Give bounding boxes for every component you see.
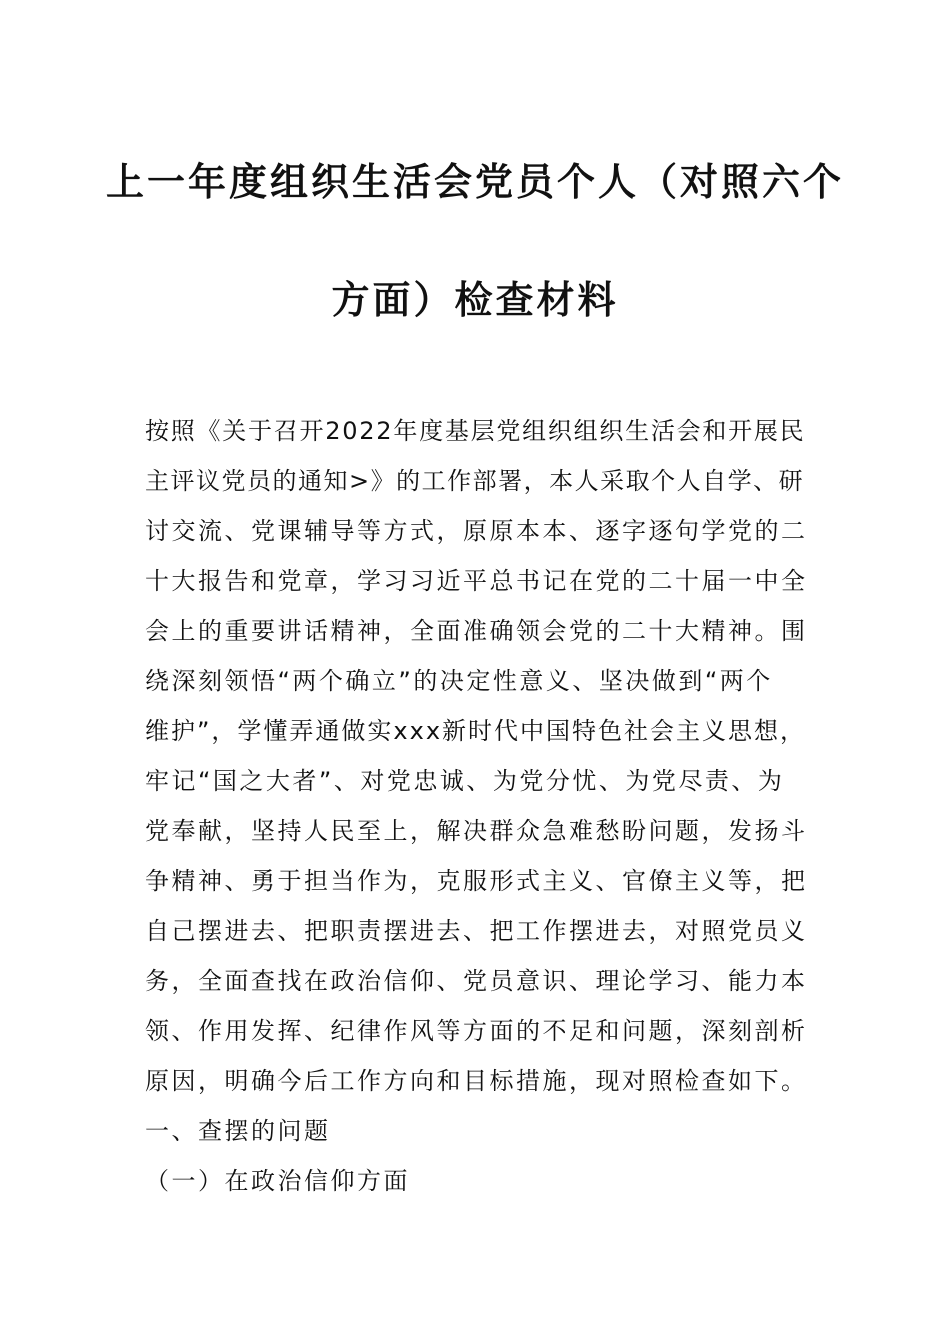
paragraph-line: 绕深刻领悟“两个确立”的决定性意义、坚决做到“两个: [145, 667, 773, 695]
paragraph-line: 会上的重要讲话精神，全面准确领会党的二十大精神。围: [145, 617, 808, 645]
paragraph-line: 领、作用发挥、纪律作风等方面的不足和问题，深刻剖析: [145, 1017, 808, 1045]
paragraph-line: 讨交流、党课辅导等方式，原原本本、逐字逐句学党的二: [145, 517, 808, 545]
paragraph-line: 按照《关于召开2022年度基层党组织组织生活会和开展民: [145, 417, 806, 445]
paragraph-line: 十大报告和党章，学习习近平总书记在党的二十届一中全: [145, 567, 808, 595]
paragraph-line: 牢记“国之大者”、对党忠诚、为党分忧、为党尽责、为: [145, 767, 785, 795]
paragraph-line: 党奉献，坚持人民至上，解决群众急难愁盼问题，发扬斗: [145, 817, 808, 845]
paragraph-line: 务，全面查找在政治信仰、党员意识、理论学习、能力本: [145, 967, 808, 995]
document-title-line-1: 上一年度组织生活会党员个人（对照六个: [105, 160, 844, 204]
paragraph-line: 原因，明确今后工作方向和目标措施，现对照检查如下。: [145, 1067, 808, 1095]
paragraph-line: 自己摆进去、把职责摆进去、把工作摆进去，对照党员义: [145, 917, 808, 945]
paragraph-line: 主评议党员的通知>》的工作部署，本人采取个人自学、研: [145, 467, 805, 495]
document-title-line-2: 方面）检查材料: [331, 278, 619, 322]
subsection-heading: （一）在政治信仰方面: [145, 1167, 410, 1195]
section-heading: 一、查摆的问题: [145, 1117, 331, 1145]
paragraph-line: 争精神、勇于担当作为，克服形式主义、官僚主义等，把: [145, 867, 808, 895]
paragraph-line: 维护”，学懂弄通做实xxx新时代中国特色社会主义思想，: [145, 717, 807, 745]
